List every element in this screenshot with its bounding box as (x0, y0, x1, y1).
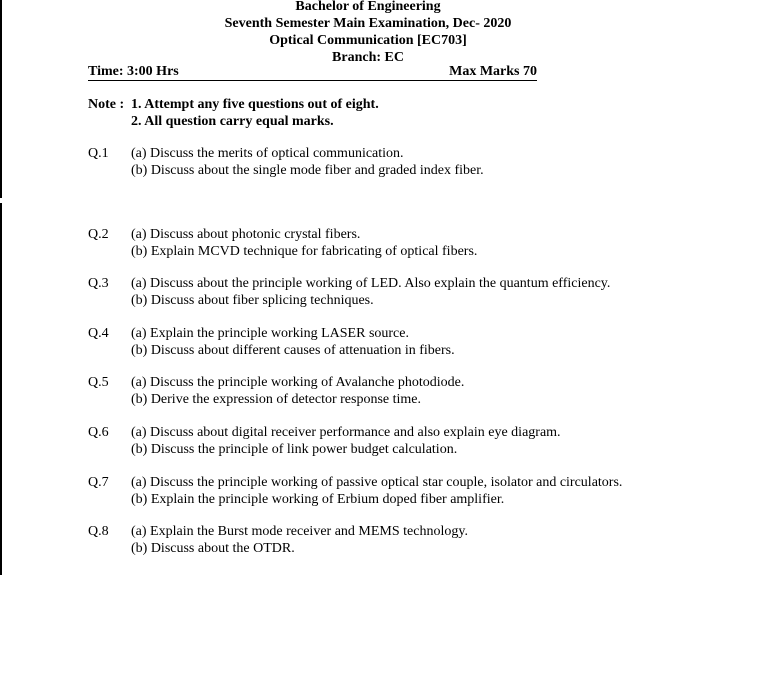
question-number: Q.4 (88, 326, 109, 341)
question-part-a: (a) Discuss the principle working of passive optical star couple, isolator and circulators. (131, 475, 623, 490)
question-number: Q.5 (88, 375, 109, 390)
question-part-b: (b) Discuss about the OTDR. (131, 541, 295, 556)
question-parts (131, 424, 561, 458)
note-item: 2. All question carry equal marks. (131, 114, 334, 129)
time-label: Time: 3:00 Hrs (88, 64, 179, 79)
question-part-b: (b) Derive the expression of detector response time. (131, 392, 422, 407)
question-part-a: (a) Discuss the principle working of Avalanche photodiode. (131, 375, 465, 390)
degree-title: Bachelor of Engineering (295, 0, 441, 14)
question-parts (131, 145, 484, 179)
question-parts (131, 474, 622, 508)
question-parts (131, 325, 455, 359)
question-parts (131, 374, 464, 408)
question-part-a: (a) Discuss about digital receiver performance and also explain eye diagram. (131, 425, 561, 440)
question-part-a: (a) Discuss the merits of optical communication. (131, 146, 404, 161)
question-number: Q.3 (88, 276, 109, 291)
question-parts (131, 523, 468, 557)
question-part-a: (a) Discuss about photonic crystal fibers. (131, 227, 361, 242)
question-number: Q.6 (88, 425, 109, 440)
question-number: Q.1 (88, 146, 109, 161)
note-item: 1. Attempt any five questions out of eight. (131, 97, 379, 112)
question-part-b: (b) Discuss about the single mode fiber and graded index fiber. (131, 163, 484, 178)
max-marks-label: Max Marks 70 (449, 64, 537, 79)
page-edge-line-bottom (0, 203, 2, 575)
question-part-a: (a) Explain the Burst mode receiver and MEMS technology. (131, 524, 468, 539)
note-label: Note : (88, 97, 125, 112)
question-parts (131, 226, 477, 260)
question-parts (131, 275, 610, 309)
exam-title: Seventh Semester Main Examination, Dec- 2020 (224, 16, 512, 31)
question-number: Q.7 (88, 475, 109, 490)
question-part-b: (b) Discuss the principle of link power budget calculation. (131, 442, 458, 457)
question-part-a: (a) Discuss about the principle working of LED. Also explain the quantum efficiency. (131, 276, 611, 291)
branch-title: Branch: EC (332, 50, 404, 65)
time-marks-row (88, 64, 537, 81)
question-number: Q.2 (88, 227, 109, 242)
question-part-b: (b) Discuss about different causes of attenuation in fibers. (131, 343, 455, 358)
question-part-b: (b) Explain the principle working of Erbium doped fiber amplifier. (131, 492, 505, 507)
question-part-b: (b) Discuss about fiber splicing techniques. (131, 293, 374, 308)
note-items (131, 96, 379, 130)
subject-title: Optical Communication [EC703] (269, 33, 467, 48)
question-number: Q.8 (88, 524, 109, 539)
question-part-b: (b) Explain MCVD technique for fabricating of optical fibers. (131, 244, 478, 259)
exam-header (0, 0, 736, 66)
question-part-a: (a) Explain the principle working LASER source. (131, 326, 409, 341)
